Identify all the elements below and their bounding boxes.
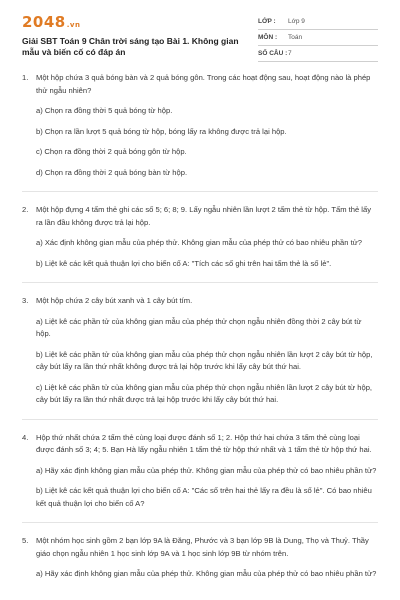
logo-main: 2048: [22, 13, 66, 31]
question-number: 1.: [22, 73, 29, 82]
question-2: [22, 191, 378, 270]
question-list: [22, 72, 378, 581]
question-stem: Một hộp đựng 4 tấm thẻ ghi các số 5; 6; 8; 9. Lấy ngẫu nhiên lần lượt 2 tấm thẻ từ hộp. Tấm thẻ lấy ra lần đầu không được trả lại hộp.: [36, 205, 372, 227]
question-number: 3.: [22, 296, 29, 305]
question-option: c) Liệt kê các phần tử của không gian mẫu của phép thử chọn ngẫu nhiên lần lượt 2 cây bút từ hộp, cây bút lấy ra lần thứ nhất được trả lại hộp trước khi lấy cây bút thứ hai.: [36, 382, 373, 404]
question-option: d) Chọn ra đồng thời 2 quả bóng bàn từ hộp.: [36, 167, 188, 177]
meta-key: SỐ CÂU :: [258, 50, 288, 57]
question-stem: Hộp thứ nhất chứa 2 tấm thẻ cùng loại được đánh số 1; 2. Hộp thứ hai chứa 3 tấm thẻ cùng loại được đánh số 3; 4; 5. Bạn Hà lấy ngẫu nhiên 1 tấm thẻ từ hộp thứ nhất và 1 tấm thẻ từ hộp thứ hai.: [36, 432, 372, 454]
question-stem: Một nhóm học sinh gồm 2 bạn lớp 9A là Đăng, Phước và 3 bạn lớp 9B là Dung, Thọ và Thuỷ. Thầy giáo chọn ngẫu nhiên 1 học sinh lớp 9A và 1 học sinh lớp 9B từ nhóm trên.: [36, 536, 369, 558]
header: [22, 12, 378, 72]
meta-key: MÔN :: [258, 34, 278, 41]
question-number: 2.: [22, 205, 29, 214]
question-stem: Một hộp chứa 2 cây bút xanh và 1 cây bút tím.: [36, 296, 193, 305]
question-option: b) Liệt kê các kết quả thuận lợi cho biến cố A: "Các số trên hai thẻ lấy ra đều là số lẻ". Có bao nhiêu kết quả thuận lợi cho biến cố A?: [36, 486, 372, 508]
question-stem: Một hộp chứa 3 quả bóng bàn và 2 quả bóng gôn. Trong các hoạt động sau, hoạt động nào là phép thử ngẫu nhiên?: [36, 73, 371, 95]
header-left: [22, 12, 250, 72]
meta-info: [258, 14, 378, 72]
question-option: a) Chọn ra đồng thời 5 quả bóng từ hộp.: [36, 106, 173, 115]
question-option: c) Chọn ra đồng thời 2 quả bóng gôn từ hộp.: [36, 147, 187, 156]
site-logo[interactable]: [22, 12, 250, 32]
document-title: Giải SBT Toán 9 Chân trời sáng tạo Bài 1. Không gian mẫu và biến cố có đáp án: [22, 36, 239, 57]
question-option: a) Hãy xác định không gian mẫu của phép thử. Không gian mẫu của phép thử có bao nhiêu phần tử?: [36, 569, 377, 578]
logo-sub: .vn: [66, 21, 81, 29]
question-4: [22, 419, 378, 511]
meta-row-count: [258, 46, 378, 62]
question-1: [22, 72, 378, 179]
question-5: [22, 522, 378, 581]
question-number: 5.: [22, 536, 29, 545]
question-option: b) Liệt kê các kết quả thuận lợi cho biến cố A: "Tích các số ghi trên hai tấm thẻ là số lẻ".: [36, 258, 332, 268]
question-option: a) Hãy xác định không gian mẫu của phép thử. Không gian mẫu của phép thử có bao nhiêu phần tử?: [36, 465, 377, 475]
question-number: 4.: [22, 432, 29, 442]
meta-key: LỚP :: [258, 18, 276, 25]
question-option: a) Xác định không gian mẫu của phép thử. Không gian mẫu của phép thử có bao nhiêu phần tử?: [36, 238, 362, 247]
meta-value: 7: [288, 50, 292, 57]
question-3: [22, 282, 378, 407]
question-option: b) Liệt kê các phần tử của không gian mẫu của phép thử chọn ngẫu nhiên lần lượt 2 cây bút từ hộp, cây bút lấy ra lần thứ nhất không được trả lại hộp trước khi lấy cây bút thứ hai.: [36, 349, 373, 371]
meta-value: Lớp 9: [288, 18, 305, 25]
meta-row-class: [258, 14, 378, 30]
question-option: b) Chọn ra lần lượt 5 quả bóng từ hộp, bóng lấy ra không được trả lại hộp.: [36, 126, 287, 136]
meta-value: Toán: [288, 34, 303, 41]
meta-row-subject: [258, 30, 378, 46]
question-option: a) Liệt kê các phần tử của không gian mẫu của phép thử chọn ngẫu nhiên đồng thời 2 cây bút từ hộp.: [36, 316, 362, 338]
